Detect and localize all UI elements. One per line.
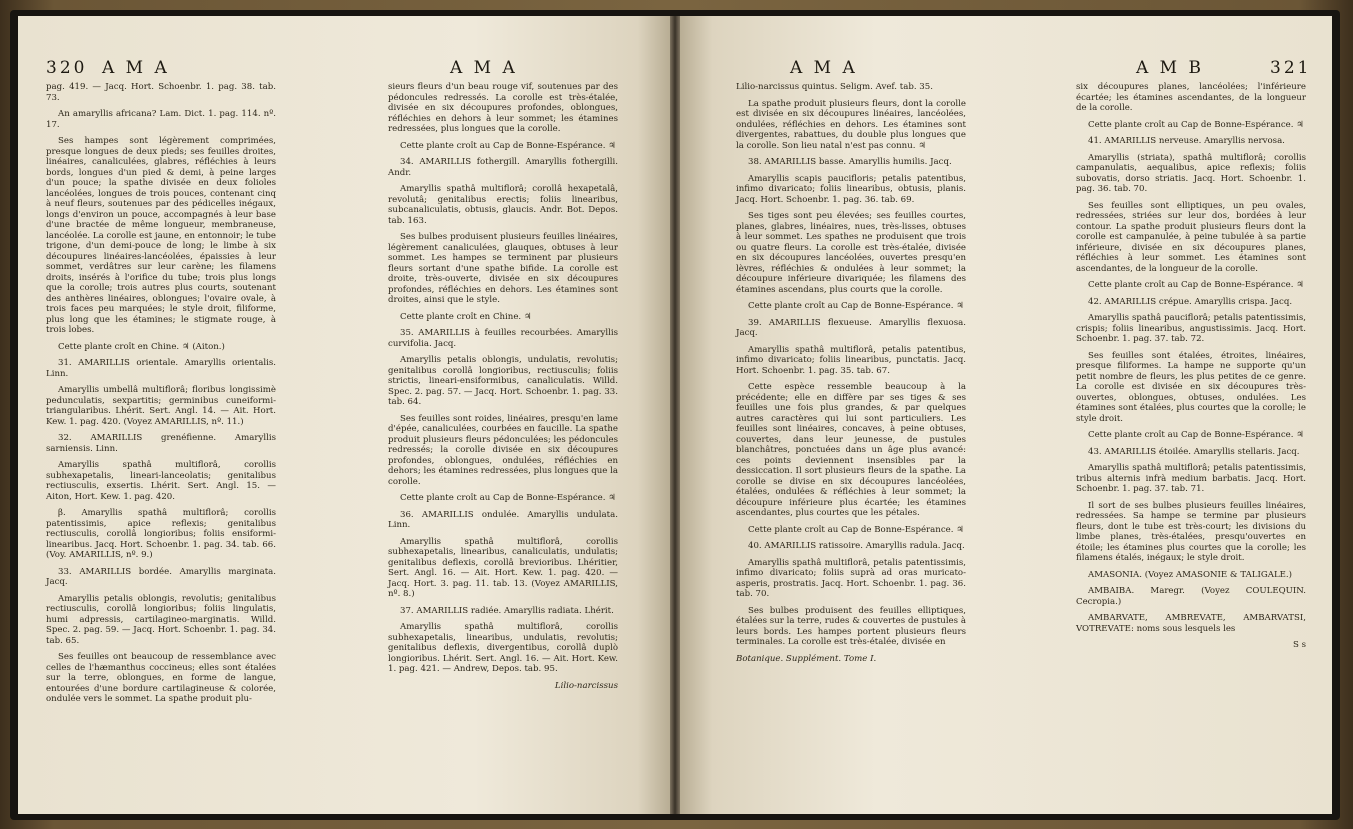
book-gutter — [670, 16, 680, 814]
text-paragraph: Amaryllis spathâ multiflorâ, petalis patentibus, infimo divaricato; foliis linearibus, punctatis. Jacq. Hort. Schoenbr. 1. pag. 35. tab. 67. — [736, 344, 966, 376]
text-paragraph: An amaryllis africana? Lam. Dict. 1. pag. 114. nº. 17. — [46, 109, 276, 130]
text-paragraph: Ses feuilles sont étalées, étroites, linéaires, presque filiformes. La hampe ne supporte qu'un petit nombre de fleurs, les plus petites de ce genre. La corolle est divisée en six découpures très-ouvertes, oblongues, obtuses, ondulées. Les étamines sont étalées, plus courtes que la corolle; le style droit. — [1076, 350, 1306, 424]
text-paragraph: Amaryllis petalis oblongis, revolutis; genitalibus rectiusculis, corollâ longioribus; foliis lingulatis, humi adpressis, cartilagineo-marginatis. Willd. Spec. 2. pag. 59. — Jacq. Hort. Schoenbr. 1. pag. 34. tab. 65. — [46, 593, 276, 646]
text-paragraph: Cette plante croît au Cap de Bonne-Espérance. ♃ — [400, 493, 616, 503]
text-paragraph: Cette plante croît au Cap de Bonne-Espérance. ♃ — [748, 524, 964, 535]
text-paragraph: Amaryllis spathâ multiflorâ; petalis patentissimis, tribus alternis infrà medium barbatis. Jacq. Hort. Schoenbr. 1. pag. 37. tab. 71. — [1076, 463, 1306, 494]
text-paragraph: β. Amaryllis spathâ multiflorâ; corollis patentissimis, apice reflexis; genitalibus rectiusculis, corollâ longioribus; foliis ensiformi-linearibus. Jacq. Hort. Schoenbr. 1. pag. 34. tab. 66. (Voy. AMARILLIS, nº. 9.) — [46, 508, 276, 560]
entry-heading: 33. AMARILLIS bordée. Amaryllis marginata. Jacq. — [46, 566, 276, 587]
right-page — [680, 16, 1332, 814]
right-column-1 — [736, 82, 966, 664]
entry-heading: 43. AMARILLIS étoilée. Amaryllis stellaris. Jacq. — [1088, 446, 1300, 457]
left-header-left: A M A — [102, 58, 170, 78]
text-paragraph: Amaryllis spathâ pauciflorâ; petalis patentissimis, crispis; foliis linearibus, angustissimis. Jacq. Hort. Schoenbr. 1. pag. 37. tab. 72. — [1076, 313, 1306, 344]
text-paragraph: sieurs fleurs d'un beau rouge vif, soutenues par des pédoncules redressés. La corolle est très-étalée, divisée en six découpures profondes, oblongues, réfléchies en dehors à leur sommet; les étamines redressées, plus longues que la corolle. — [388, 82, 618, 134]
entry-heading: 31. AMARILLIS orientale. Amaryllis orientalis. Linn. — [46, 358, 276, 379]
text-paragraph: Cette espèce ressemble beaucoup à la précédente; elle en diffère par ses tiges & ses feuilles une fois plus grandes, & par quelques autres caractères qui lui sont particuliers. Les feuilles sont linéaires, concaves, à peine obtuses, couvertes, dans leur jeunesse, de pustules blanchâtres, ponctuées dans un âge plus avancé: ces points deviennent insensibles par la dessiccation. Il sort plusieurs fleurs de la spathe. La corolle se divise en six découpures lancéolées, étalées, ondulées & réfléchies à leur sommet; la découpure inférieure plus écartée; les étamines ascendantes, plus courtes que les pétales. — [736, 382, 966, 518]
text-paragraph: Ses bulbes produisent plusieurs feuilles linéaires, légèrement canaliculées, glauques, obtuses à leur sommet. Les hampes se terminent par plusieurs fleurs sortant d'une spathe bifide. La corolle est droite, très-ouverte, divisée en six découpures profondes, réfléchies en dehors. Les étamines sont droites, ainsi que le style. — [388, 232, 618, 305]
text-paragraph: Ses feuilles sont elliptiques, un peu ovales, redressées, striées sur leur dos, bordées à leur contour. La spathe produit plusieurs fleurs dont la corolle est campanulée, à peine tubulée à sa partie inférieure, divisée en six découpures planes, réfléchies à leur sommet. Les étamines sont ascendantes, de la longueur de la corolle. — [1076, 200, 1306, 274]
entry-heading: AMASONIA. (Voyez AMASONIE & TALIGALE.) — [1088, 569, 1293, 580]
entry-heading: 35. AMARILLIS à feuilles recourbées. Amaryllis curvifolia. Jacq. — [388, 328, 618, 349]
right-header-right: A M B — [1136, 58, 1204, 78]
text-paragraph: La spathe produit plusieurs fleurs, dont la corolle est divisée en six découpures linéaires, lancéolées, ondulées, réfléchies en dehors. Les étamines sont divergentes, rabattues, du double plus longues que la corolle. Son lieu natal n'est pas connu. ♃ — [736, 98, 966, 151]
left-column-1 — [46, 82, 276, 711]
entry-heading: 37. AMARILLIS radiée. Amaryllis radiata. Lhérit. — [400, 605, 614, 616]
left-page — [18, 16, 670, 814]
text-paragraph: Cette plante croît en Chine. ♃ — [400, 311, 532, 322]
entry-heading: 34. AMARILLIS fothergill. Amaryllis fothergilli. Andr. — [388, 157, 618, 178]
entry-heading: 36. AMARILLIS ondulée. Amaryllis undulata. Linn. — [388, 509, 618, 530]
entry-heading: 39. AMARILLIS flexueuse. Amaryllis flexuosa. Jacq. — [736, 317, 966, 338]
entry-heading: 40. AMARILLIS ratissoire. Amaryllis radula. Jacq. — [748, 541, 965, 551]
text-paragraph: Cette plante croît au Cap de Bonne-Espérance. ♃ — [1088, 430, 1304, 440]
text-paragraph: Cette plante croît au Cap de Bonne-Espérance. ♃ — [748, 301, 964, 311]
text-paragraph: Amaryllis petalis oblongis, undulatis, revolutis; genitalibus corollâ longioribus, rectiusculis; foliis strictis, lineari-ensiformibus, canaliculatis. Willd. Spec. 2. pag. 57. — Jacq. Hort. Schoenbr. 1. pag. 33. tab. 64. — [388, 355, 618, 407]
text-paragraph: Cette plante croît au Cap de Bonne-Espérance. ♃ — [400, 140, 616, 151]
left-column-2 — [388, 82, 618, 697]
text-paragraph: Amaryllis spathâ multiflorâ, corollis subhexapetalis, linearibus, canaliculatis, undulatis; genitalibus deflexis, corollâ brevioribus. Lhéritier, Sert. Angl. 16. — Ait. Hort. Kew. 1. pag. 420. — Jacq. Hort. 3. pag. 11. tab. 13. (Voyez AMARILLIS, nº. 8.) — [388, 536, 618, 599]
text-paragraph: Cette plante croît au Cap de Bonne-Espérance. ♃ — [1088, 119, 1304, 130]
text-paragraph: Amaryllis spathâ multiflorâ, petalis patentissimis, infimo divaricato; foliis suprà ad oras muricato-asperis, prostratis. Jacq. Hort. Schoenbr. 1. pag. 36. tab. 70. — [736, 557, 966, 599]
right-page-number: 321 — [1270, 58, 1312, 78]
left-header-right: A M A — [450, 58, 518, 78]
entry-heading: AMBARVATE, AMBREVATE, AMBARVATSI, VOTREVATE: noms sous lesquels les — [1076, 613, 1306, 634]
entry-heading: 38. AMARILLIS basse. Amaryllis humilis. Jacq. — [748, 157, 952, 167]
text-paragraph: Amaryllis spathâ multiflorâ, corollis subhexapetalis, linearibus, undulatis, revolutis; genitalibus deflexis, divergentibus, corollâ duplò longioribus. Lhérit. Sert. Angl. 16. — Ait. Hort. Kew. 1. pag. 421. — Andrew, Depos. tab. 95. — [388, 622, 618, 674]
text-paragraph: Amaryllis scapis paucifloris; petalis patentibus, infimo divaricato; foliis linearibus, obtusis, planis. Jacq. Hort. Schoenbr. 1. pag. 36. tab. 69. — [736, 173, 966, 205]
entry-heading: 42. AMARILLIS crépue. Amaryllis crispa. Jacq. — [1088, 296, 1293, 307]
page-footer: Botanique. Supplément. Tome I. — [736, 653, 877, 664]
text-paragraph: Ses tiges sont peu élevées; ses feuilles courtes, planes, glabres, linéaires, nues, très-lisses, obtuses à leur sommet. Les spathes ne produisent que trois ou quatre fleurs. La corolle est très-étalée, divisée en six découpures lancéolées, ouvertes presqu'en lèvres, réfléchies & ondulées à leur sommet; la découpure inférieure divariquée; les filamens des étamines ascendans, plus courts que la corolle. — [736, 211, 966, 295]
left-page-number: 320 — [46, 58, 88, 78]
text-paragraph: Amaryllis (striata), spathâ multiflorâ; corollis campanulatis, aequalibus, apice reflexis; foliis subovatis, dorso striatis. Jacq. Hort. Schoenbr. 1. pag. 36. tab. 70. — [1076, 152, 1306, 194]
text-paragraph: Ses feuilles sont roides, linéaires, presqu'en lame d'épée, canaliculées, courbées en faucille. La spathe produit plusieurs fleurs pédonculées; les pédoncules redressés; la corolle divisée en six découpures profondes, oblongues, ondulées, réfléchies en dehors; les étamines redressées, plus longues que la corolle. — [388, 413, 618, 487]
text-paragraph: Il sort de ses bulbes plusieurs feuilles linéaires, redressées. Sa hampe se termine par plusieurs fleurs, dont le tube est très-court; les divisions du limbe planes, très-étalées, presqu'ouvertes en étoile; les étamines plus courtes que la corolle; les filamens étalés, inégaux; le style droit. — [1076, 500, 1306, 563]
text-paragraph: Ses hampes sont légèrement comprimées, presque longues de deux pieds; ses feuilles droites, linéaires, canaliculées, glabres, réfléchies à leurs bords, longues d'un pied & demi, à peine larges d'un pouce; la spathe divisée en deux folioles lancéolées, longues de trois pouces, contenant cinq à neuf fleurs, soutenues par des pédicelles inégaux, longs d'environ un pouce, accompagnés à leur base d'une bractée de même longueur, membraneuse, lancéolée. La corolle est jaune, en entonnoir; le tube trigone, d'un demi-pouce de long; le limbe à six découpures linéaires-lancéolées, épaissies à leur sommet, verdâtres sur leur carène; les filamens droits, insérés à l'orifice du tube; trois plus longs que la corolle; trois autres plus courts, soutenant des anthères linéaires, oblongues; l'ovaire ovale, à trois faces peu marquées; le style droit, filiforme, plus long que les étamines; le stigmate rouge, à trois lobes. — [46, 136, 276, 335]
text-paragraph: Lilio-narcissus quintus. Seligm. Avef. tab. 35. — [736, 82, 933, 92]
text-paragraph: six découpures planes, lancéolées; l'inférieure écartée; les étamines ascendantes, de la longueur de la corolle. — [1076, 82, 1306, 113]
entry-heading: AMBAIBA. Maregr. (Voyez COULEQUIN. Cecropia.) — [1076, 586, 1306, 607]
text-paragraph: Amaryllis spathâ multiflorâ, corollis subhexapetalis, lineari-lanceolatis; genitalibus rectiusculis, exsertis. Lhérit. Sert. Angl. 15. — Aiton, Hort. Kew. 1. pag. 420. — [46, 460, 276, 502]
text-paragraph: Amaryllis umbellâ multiflorâ; floribus longissimè pedunculatis, sexpartitis; germinibus cuneiformi-triangularibus. Lhérit. Sert. Angl. 14. — Ait. Hort. Kew. 1. pag. 420. (Voyez AMARILLIS, nº. 11.) — [46, 385, 276, 427]
catchword: Lilio-narcissus — [554, 680, 618, 691]
text-paragraph: Ses bulbes produisent des feuilles elliptiques, étalées sur la terre, rudes & couvertes de pustules à leurs bords. Les hampes portent plusieurs fleurs terminales. La corolle est très-étalée, divisée en — [736, 605, 966, 647]
right-column-2 — [1076, 82, 1306, 657]
text-paragraph: Cette plante croît en Chine. ♃ (Aiton.) — [58, 341, 225, 352]
entry-heading: 32. AMARILLIS grenéfienne. Amaryllis sarniensis. Linn. — [46, 433, 276, 454]
book-spread — [10, 10, 1340, 820]
text-paragraph: pag. 419. — Jacq. Hort. Schoenbr. 1. pag. 38. tab. 73. — [46, 82, 276, 103]
right-header-left: A M A — [790, 58, 858, 78]
text-paragraph: Amaryllis spathâ multiflorâ; corollâ hexapetalâ, revolutâ; genitalibus erectis; foliis linearibus, subcanaliculatis, obtusis, glaucis. Andr. Bot. Depos. tab. 163. — [388, 184, 618, 226]
signature-mark: S s — [1292, 640, 1306, 650]
entry-heading: 41. AMARILLIS nerveuse. Amaryllis nervosa. — [1088, 136, 1285, 146]
text-paragraph: Cette plante croît au Cap de Bonne-Espérance. ♃ — [1088, 280, 1304, 290]
text-paragraph: Ses feuilles ont beaucoup de ressemblance avec celles de l'hæmanthus coccineus; elles sont étalées sur la terre, oblongues, en forme de langue, entourées d'une bordure cartilagineuse & colorée, ondulée vers le sommet. La spathe produit plu- — [46, 652, 276, 704]
